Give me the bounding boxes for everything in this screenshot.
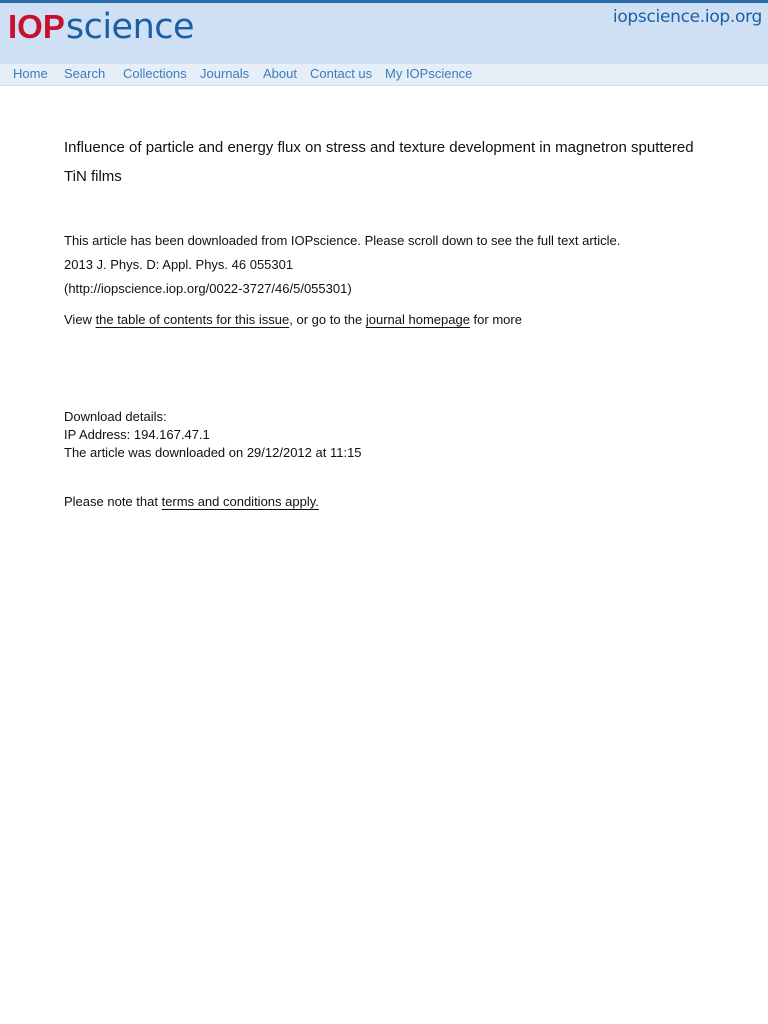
site-url[interactable]: iopscience.iop.org [612, 7, 762, 27]
journal-homepage-link[interactable]: journal homepage [365, 312, 470, 327]
iopscience-logo[interactable] [8, 5, 194, 49]
download-notice: This article has been downloaded from IOPscience. Please scroll down to see the full text article. [64, 233, 621, 248]
view-suffix: for more [469, 312, 522, 327]
article-title: Influence of particle and energy flux on stress and texture development in magnetron sputtered TiN films [64, 139, 694, 185]
nav-search[interactable]: Search [64, 66, 106, 81]
logo-science-text: science [65, 7, 195, 47]
ip-address: IP Address: 194.167.47.1 [64, 427, 210, 442]
main-nav [0, 64, 768, 86]
terms-prefix: Please note that [64, 494, 162, 509]
citation: 2013 J. Phys. D: Appl. Phys. 46 055301 [64, 257, 294, 272]
nav-home[interactable]: Home [13, 66, 48, 81]
nav-my-iopscience[interactable]: My IOPscience [385, 66, 473, 81]
logo-iop-text: IOP [8, 8, 65, 45]
view-line [64, 312, 522, 327]
download-timestamp: The article was downloaded on 29/12/2012 at 11:15 [64, 445, 362, 460]
site-header [0, 0, 768, 64]
nav-about[interactable]: About [263, 66, 297, 81]
toc-link[interactable]: the table of contents for this issue [95, 312, 290, 327]
nav-journals[interactable]: Journals [200, 66, 250, 81]
terms-link[interactable]: terms and conditions apply. [161, 494, 319, 509]
terms-line [64, 494, 319, 509]
article-url: (http://iopscience.iop.org/0022-3727/46/5/055301) [64, 281, 352, 296]
view-prefix: View [64, 312, 96, 327]
download-details-heading: Download details: [64, 409, 167, 424]
nav-contact-us[interactable]: Contact us [310, 66, 373, 81]
nav-collections[interactable]: Collections [123, 66, 187, 81]
view-middle: , or go to the [289, 312, 366, 327]
